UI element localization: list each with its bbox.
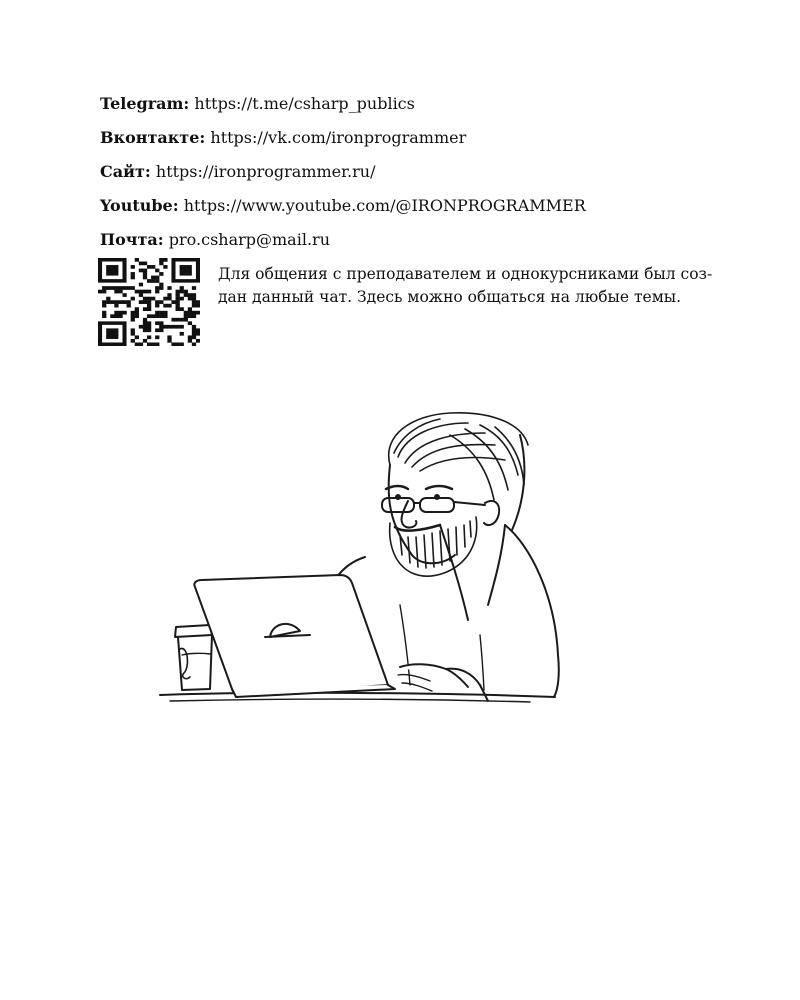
email-link[interactable]: pro.csharp@mail.ru xyxy=(163,230,330,249)
contact-site xyxy=(100,162,740,182)
chat-description-line-1: Для общения с преподавателем и однокурсниками был соз- xyxy=(218,265,713,283)
contact-label: Сайт: xyxy=(100,162,151,181)
collar-right xyxy=(488,525,505,605)
programmer-at-laptop-illustration xyxy=(150,405,570,745)
vk-link[interactable]: https://vk.com/ironprogrammer xyxy=(205,128,467,147)
contact-list xyxy=(100,94,740,264)
coffee-cup-icon xyxy=(175,625,212,690)
site-link[interactable]: https://ironprogrammer.ru/ xyxy=(150,162,376,181)
table-line xyxy=(160,693,555,697)
contact-email xyxy=(100,230,740,250)
chat-block xyxy=(98,258,738,348)
chat-description xyxy=(218,263,738,309)
eye-2 xyxy=(435,495,439,499)
body-right xyxy=(505,525,559,697)
contact-telegram xyxy=(100,94,740,114)
shirt-fold-2 xyxy=(480,635,484,690)
contact-label: Youtube: xyxy=(100,196,179,215)
telegram-link[interactable]: https://t.me/csharp_publics xyxy=(189,94,415,113)
contact-vkontakte xyxy=(100,128,740,148)
hair xyxy=(389,413,528,500)
shirt-fold xyxy=(400,605,410,685)
contact-youtube xyxy=(100,196,740,216)
eye xyxy=(396,495,400,499)
contact-label: Почта: xyxy=(100,230,164,249)
eyebrow xyxy=(386,486,408,489)
chat-description-line-2: дан данный чат. Здесь можно общаться на любые темы. xyxy=(218,288,682,306)
contact-label: Telegram: xyxy=(100,94,190,113)
contact-label: Вконтакте: xyxy=(100,128,206,147)
youtube-link[interactable]: https://www.youtube.com/@IRONPROGRAMMER xyxy=(178,196,586,215)
table-line-2 xyxy=(170,699,530,702)
qr-code-icon[interactable] xyxy=(98,258,200,346)
beard xyxy=(390,517,477,576)
ear xyxy=(484,501,499,525)
laptop-icon xyxy=(194,575,395,697)
glasses-icon xyxy=(382,498,485,512)
eyebrow-2 xyxy=(426,486,452,489)
